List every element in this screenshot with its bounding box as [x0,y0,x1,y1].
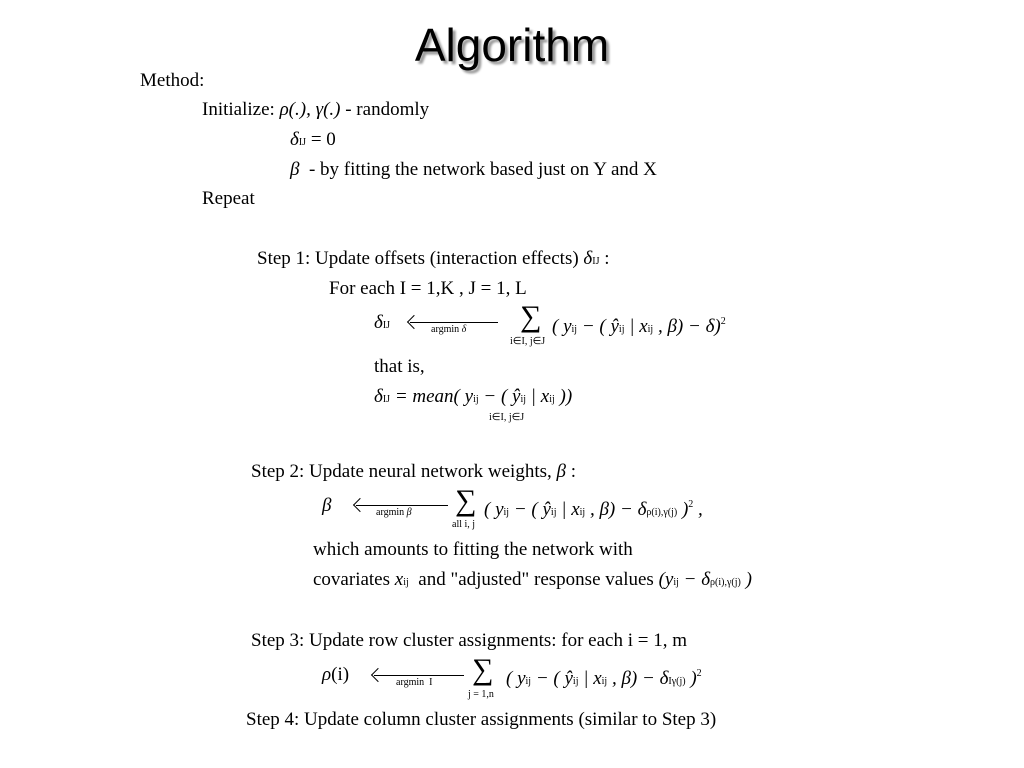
step2-sum-range: all i, j [452,519,476,530]
beta-init-line: β - by fitting the network based just on Y and X [290,159,657,180]
repeat-label: Repeat [202,188,255,209]
step1-text: Step 1: Update offsets (interaction effects) [257,248,579,269]
delta-init-line: δIJ = 0 [290,129,336,150]
step2-lhs: β [322,495,332,516]
step1-expr: ( yij − ( ŷij | xij , β) − δ)$^2$ [552,316,726,337]
step4-heading: Step 4: Update column cluster assignments (similar to Step 3) [246,709,717,730]
step1-heading: Step 1: Update offsets (interaction effects) δIJ : [257,248,610,269]
beta-init-text: - by fitting the network based just on Y and X [308,159,657,180]
step2-argmin: argmin β [376,507,412,518]
step3-expr: ( yij − ( ŷij | xij , β) − δIγ(j) )$^2$ [506,668,702,689]
step2-text: Step 2: Update neural network weights, [251,461,552,482]
step2-line1: which amounts to fitting the network with [313,539,633,560]
initialize-line [202,99,429,121]
step2-line2: covariates xij and "adjusted" response values (yij − δρ(i),γ(j) ) [313,569,752,590]
init-suffix: - randomly [345,99,430,120]
initialize-label: Initialize: [202,99,275,120]
step3-argmin: argmin I [396,677,433,688]
step2-expr: ( yij − ( ŷij | xij , β) − δρ(i),γ(j) )$^2$ , [484,499,703,520]
method-label: Method: [140,70,205,91]
step3-sum: ∑ [472,653,494,686]
step1-lhs: δIJ [374,312,391,333]
init-rho-gamma: ρ(.), γ(.) [279,99,341,120]
step1-loop: For each I = 1,K , J = 1, L [329,278,527,299]
step3-lhs: ρ(i) [322,664,350,685]
step2-sum: ∑ [455,484,477,517]
delta-init-value: = 0 [310,129,336,150]
step1-sum: ∑ [520,300,542,333]
step2-heading: Step 2: Update neural network weights, β : [251,461,577,482]
step1-mean-range: i∈I, j∈J [489,412,525,423]
step1-sum-range: i∈I, j∈J [510,336,546,347]
step1-that-is: that is, [374,356,425,377]
step1-mean-line: δIJ = mean( yij − ( ŷij | xij )) [374,386,573,407]
slide-title: Algorithm [414,19,610,71]
step3-sum-range: j = 1,n [468,689,494,700]
step2-arrow [356,505,448,506]
step3-arrow [374,675,464,676]
step3-heading: Step 3: Update row cluster assignments: for each i = 1, m [251,630,688,651]
step1-arrow [410,322,498,323]
step1-argmin: argmin δ [431,324,467,335]
